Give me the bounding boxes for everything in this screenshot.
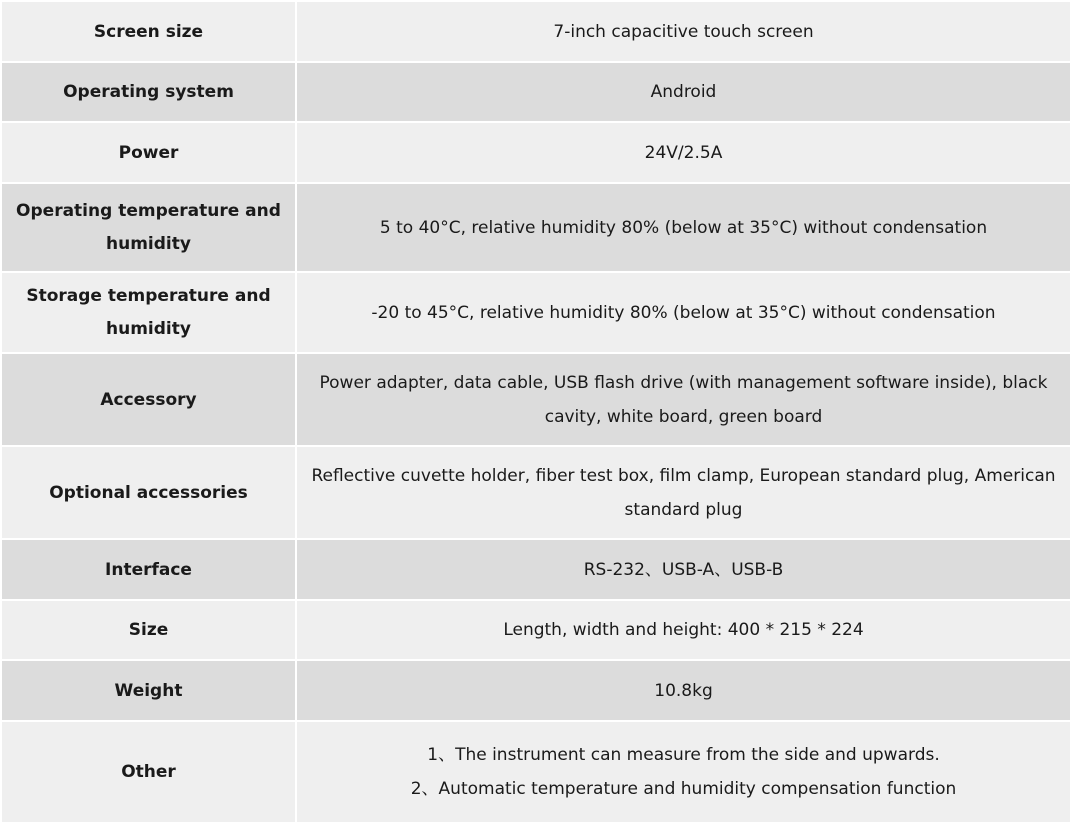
spec-value-line: 24V/2.5A — [644, 142, 723, 163]
spec-row-storage-temperature — [1, 272, 1071, 353]
spec-label: Operating system — [1, 62, 296, 122]
spec-row-weight — [1, 660, 1071, 721]
spec-label: Size — [1, 600, 296, 660]
spec-value: Power adapter, data cable, USB flash drive (with management software inside), black cavity, white board, green board — [296, 353, 1071, 446]
spec-row-other — [1, 721, 1071, 823]
spec-value — [296, 122, 1071, 183]
spec-label: Storage temperature and humidity — [1, 272, 296, 353]
spec-label: Accessory — [1, 353, 296, 446]
spec-value: Reflective cuvette holder, fiber test box, film clamp, European standard plug, American standard plug — [296, 446, 1071, 539]
spec-value — [296, 1, 1071, 62]
spec-value — [296, 600, 1071, 660]
spec-row-accessory — [1, 353, 1071, 446]
spec-label: Operating temperature and humidity — [1, 183, 296, 272]
spec-value-line: Length, width and height: 400 * 215 * 224 — [503, 620, 864, 640]
spec-row-screen-size — [1, 1, 1071, 62]
spec-label: Interface — [1, 539, 296, 600]
spec-value — [296, 660, 1071, 721]
spec-value-line: 10.8kg — [654, 680, 713, 701]
spec-row-optional-accessories — [1, 446, 1071, 539]
spec-label: Screen size — [1, 1, 296, 62]
spec-value — [296, 62, 1071, 122]
spec-row-interface — [1, 539, 1071, 600]
spec-row-power — [1, 122, 1071, 183]
spec-value — [296, 183, 1071, 272]
spec-value-line: 7-inch capacitive touch screen — [553, 21, 814, 42]
spec-label: Optional accessories — [1, 446, 296, 539]
spec-value — [296, 721, 1071, 823]
spec-value-line: -20 to 45°C, relative humidity 80% (below at 35°C) without condensation — [371, 302, 996, 323]
spec-row-operating-temperature — [1, 183, 1071, 272]
spec-value-line: 1、The instrument can measure from the side and upwards. — [427, 745, 940, 765]
spec-label: Power — [1, 122, 296, 183]
spec-value-line: Android — [650, 82, 717, 102]
spec-value-line: 2、Automatic temperature and humidity compensation function — [410, 779, 957, 799]
spec-value — [296, 539, 1071, 600]
spec-value-line: RS-232、USB-A、USB-B — [583, 559, 784, 580]
spec-value — [296, 272, 1071, 353]
spec-label: Other — [1, 721, 296, 823]
spec-row-operating-system — [1, 62, 1071, 122]
spec-row-size — [1, 600, 1071, 660]
spec-label: Weight — [1, 660, 296, 721]
spec-value-line: 5 to 40°C, relative humidity 80% (below at 35°C) without condensation — [379, 217, 988, 238]
